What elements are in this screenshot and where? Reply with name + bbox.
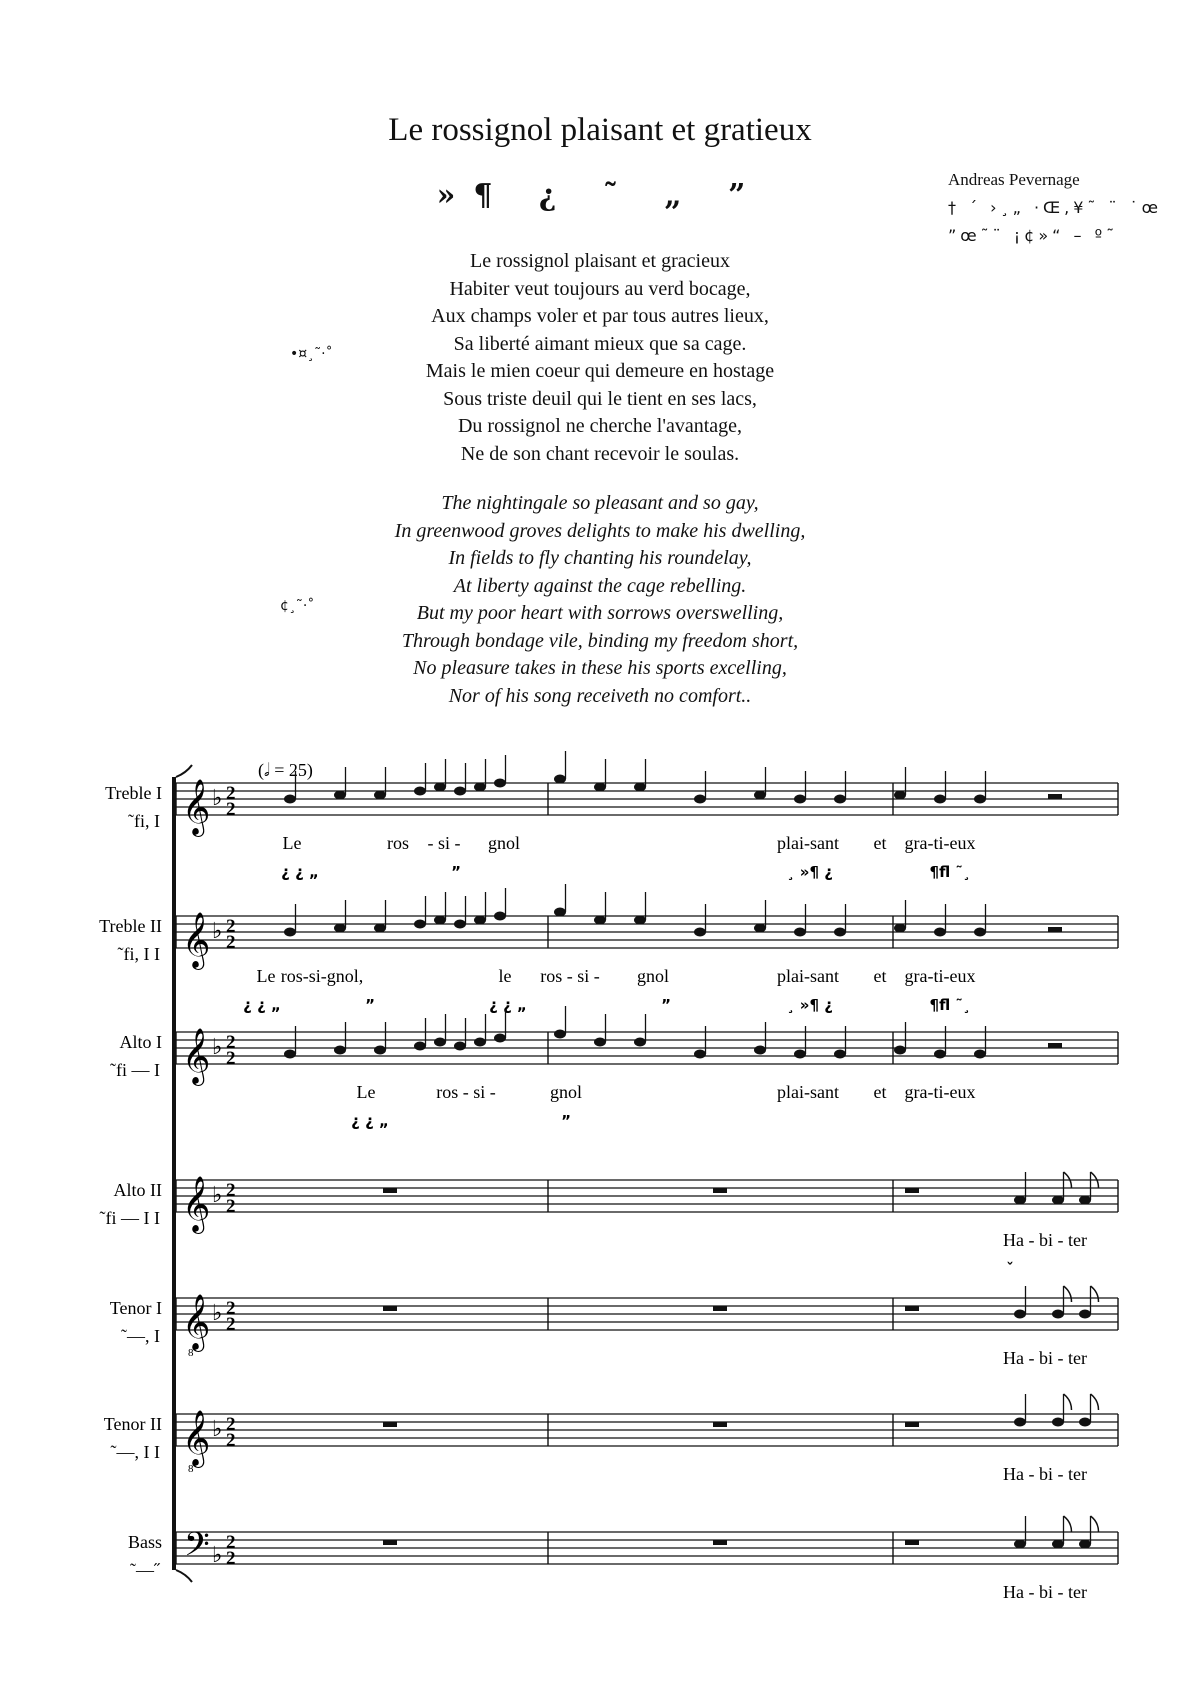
side-mark-fr: •¤¸˜·˚ [290,346,333,362]
bass-clef-icon: 𝄢 [184,1526,210,1572]
note-head [834,1050,846,1059]
poem-line: Du rossignol ne cherche l'avantage, [457,415,743,437]
staff-subname: ˜—˝ [130,1560,160,1580]
time-signature-top: 2 [226,1180,236,1201]
note-head [414,920,426,929]
lyric-glyph: ¿ ¿ „ [489,996,527,1014]
flat-icon: ♭ [212,1183,223,1208]
poem-line: But my poor heart with sorrows overswelling, [416,602,784,624]
note-head [284,795,296,804]
lyric-syllable: Ha - bi - ter [1003,1464,1087,1484]
side-mark-en: ¢¸˜·˚ [280,598,315,614]
note-head [434,783,446,792]
note-head [1079,1540,1091,1549]
whole-rest [383,1422,397,1427]
whole-rest [383,1540,397,1545]
lyric-syllable: Ha - bi - ter [1003,1582,1087,1602]
treble-clef-icon: 𝄞 [182,912,211,968]
lyric-syllable: - si - [427,833,461,853]
note-head [1014,1418,1026,1427]
poem-line: Aux champs voler et par tous autres lieux, [431,305,769,327]
lyric-glyph: ” [561,1112,571,1130]
lyric-syllable: gnol [636,966,670,986]
treble-clef-icon: 𝄞 [182,1176,211,1232]
staff-name: Treble II [99,916,162,936]
note-flag [1091,1516,1099,1532]
composer-name: Andreas Pevernage [948,170,1080,189]
poem-line: The nightingale so pleasant and so gay, [441,492,759,514]
note-head [594,783,606,792]
lyric-syllable: gra-ti-eux [904,1082,976,1102]
poem-line: In fields to fly chanting his roundelay, [448,547,752,569]
note-head [374,924,386,933]
half-rest [1048,794,1062,799]
note-head [1014,1310,1026,1319]
note-head [794,1050,806,1059]
note-head [694,795,706,804]
whole-rest [713,1188,727,1193]
note-head [934,928,946,937]
whole-rest [905,1306,919,1311]
lyric-syllable: et [873,1082,887,1102]
lyric-syllable: Le [256,966,276,986]
treble-clef-icon: 𝄞 [182,1294,211,1350]
note-head [934,795,946,804]
time-signature-bottom: 2 [226,1196,236,1217]
time-signature-top: 2 [226,1532,236,1553]
note-head [894,1046,906,1055]
lyric-syllable: gnol [549,1082,583,1102]
note-head [974,1050,986,1059]
flat-icon: ♭ [212,786,223,811]
time-signature-top: 2 [226,1032,236,1053]
half-rest [1048,1043,1062,1048]
note-flag [1064,1394,1072,1410]
flat-icon: ♭ [212,1035,223,1060]
note-head [1052,1310,1064,1319]
note-head [1079,1418,1091,1427]
staff-name: Bass [127,1532,162,1552]
poem-line: Ne de son chant recevoir le soulas. [460,442,740,465]
tempo-marking: (𝅗𝅥 = 25) [258,760,313,780]
note-head [974,928,986,937]
lyric-syllable: ros - si - [436,1082,496,1102]
staff-subname: ˜—, I I [110,1442,160,1462]
note-head [454,787,466,796]
note-head [474,1038,486,1047]
poem-line: At liberty against the cage rebelling. [453,574,747,597]
poem-line: Sa liberté aimant mieux que sa cage. [453,332,747,355]
note-head [284,1050,296,1059]
note-head [284,928,296,937]
lyric-syllable: gra-ti-eux [904,966,976,986]
note-head [694,1050,706,1059]
note-head [894,791,906,800]
half-rest [1048,927,1062,932]
page-subtitle: »¶ ¿ ˜ „ ” [436,178,764,213]
lyric-glyph: ” [365,996,375,1014]
note-head [494,912,506,921]
poem-line: Le rossignol plaisant et gracieux [470,250,730,272]
note-head [434,916,446,925]
note-head [594,916,606,925]
note-head [694,928,706,937]
note-head [414,1042,426,1051]
lyric-glyph: ” [661,996,671,1014]
flat-icon: ♭ [212,1301,223,1326]
lyric-glyph: ¿ ¿ „ [243,996,281,1014]
poem-line: In greenwood groves delights to make his dwelling, [394,519,806,542]
lyric-syllable: ros-si-gnol, [280,966,364,986]
note-head [454,1042,466,1051]
note-head [474,916,486,925]
staff-name: Alto II [113,1180,162,1200]
note-head [754,924,766,933]
note-head [894,924,906,933]
time-signature-top: 2 [226,1298,236,1319]
note-head [554,1030,566,1039]
time-signature-bottom: 2 [226,1548,236,1569]
note-head [754,1046,766,1055]
lyric-syllable: plai-sant [777,1082,839,1102]
lyric-glyph: ¿ ¿ „ [281,863,319,881]
note-head [434,1038,446,1047]
time-signature-bottom: 2 [226,1430,236,1451]
note-head [334,924,346,933]
note-head [634,1038,646,1047]
flat-icon: ♭ [212,1543,223,1568]
bracket-hook-top [176,765,192,777]
staff-name: Alto I [119,1032,162,1052]
poem-line: No pleasure takes in these his sports excelling, [413,657,787,679]
lyric-syllable: ros - si - [540,966,600,986]
octave-eight: 8 [188,1347,194,1359]
note-head [374,1046,386,1055]
octave-eight: 8 [188,1463,194,1475]
lyric-syllable: Le [282,833,302,853]
flat-icon: ♭ [212,1417,223,1442]
lyric-glyph: ¸ »¶ ¿ [787,863,833,881]
note-head [794,928,806,937]
staff-name: Tenor II [103,1414,162,1434]
time-signature-bottom: 2 [226,932,236,953]
time-signature-top: 2 [226,916,236,937]
note-head [1052,1196,1064,1205]
note-head [794,795,806,804]
whole-rest [905,1422,919,1427]
note-head [334,791,346,800]
note-flag [1091,1394,1099,1410]
note-head [634,783,646,792]
lyric-syllable: et [873,966,887,986]
staff-subname: ˜fi — I I [99,1208,160,1228]
treble-clef-icon: 𝄞 [182,1410,211,1466]
whole-rest [905,1188,919,1193]
note-head [1052,1540,1064,1549]
whole-rest [713,1306,727,1311]
poem-line: Sous triste deuil qui le tient en ses lacs, [443,387,757,410]
note-head [1079,1310,1091,1319]
poem-line: Habiter veut toujours au verd bocage, [449,277,751,300]
staff-subname: ˜fi — I [110,1060,160,1080]
staff-name: Tenor I [109,1298,162,1318]
lyric-syllable: Ha - bi - ter [1003,1348,1087,1368]
lyric-syllable: et [873,833,887,853]
flat-icon: ♭ [212,919,223,944]
whole-rest [383,1188,397,1193]
lyric-syllable: Le [356,1082,376,1102]
note-head [594,1038,606,1047]
poem-line: Through bondage vile, binding my freedom short, [401,629,799,652]
composer-line-2: ”œ˜¨ ¡¢»“ – º˜ [948,226,1119,245]
note-head [474,783,486,792]
time-signature-top: 2 [226,783,236,804]
poem-line: Nor of his song receiveth no comfort.. [448,684,752,707]
whole-rest [713,1422,727,1427]
note-head [754,791,766,800]
note-head [334,1046,346,1055]
note-head [934,1050,946,1059]
lyric-syllable: gnol [487,833,521,853]
page-title: Le rossignol plaisant et gratieux [388,112,812,148]
lyric-glyph: ˇ [1006,1260,1014,1278]
lyric-syllable: gra-ti-eux [904,833,976,853]
lyric-syllable: plai-sant [777,833,839,853]
system-bracket [172,777,176,1570]
composer-line-1: † ´ ›¸„ ·Œ,¥˜ ¨ ˙œ [948,198,1162,217]
lyric-syllable: ros [387,833,409,853]
lyric-syllable: plai-sant [777,966,839,986]
note-flag [1091,1286,1099,1302]
lyric-syllable: le [498,966,512,986]
note-flag [1064,1516,1072,1532]
lyric-glyph: ¿ ¿ „ [351,1112,389,1130]
note-head [554,775,566,784]
staff-subname: ˜fi, I I [117,944,160,964]
note-head [414,787,426,796]
note-head [554,908,566,917]
note-head [634,916,646,925]
note-head [1052,1418,1064,1427]
note-head [834,795,846,804]
lyric-glyph: ” [451,863,461,881]
note-flag [1064,1286,1072,1302]
lyric-glyph: ¶fl ˜¸ [929,996,971,1014]
treble-clef-icon: 𝄞 [182,1028,211,1084]
note-head [1079,1196,1091,1205]
staff-subname: ˜fi, I [128,811,160,831]
staff-name: Treble I [105,783,162,803]
note-head [974,795,986,804]
note-head [374,791,386,800]
note-head [494,1034,506,1043]
note-head [1014,1196,1026,1205]
time-signature-bottom: 2 [226,1314,236,1335]
lyric-glyph: ¸ »¶ ¿ [787,996,833,1014]
note-head [1014,1540,1026,1549]
whole-rest [713,1540,727,1545]
staff-subname: ˜—, I [121,1326,160,1346]
whole-rest [383,1306,397,1311]
note-head [494,779,506,788]
time-signature-bottom: 2 [226,1048,236,1069]
poem-line: Mais le mien coeur qui demeure en hostage [425,360,775,382]
lyric-syllable: Ha - bi - ter [1003,1230,1087,1250]
lyric-glyph: ¶fl ˜¸ [929,863,971,881]
time-signature-bottom: 2 [226,799,236,820]
whole-rest [905,1540,919,1545]
note-head [454,920,466,929]
time-signature-top: 2 [226,1414,236,1435]
note-head [834,928,846,937]
treble-clef-icon: 𝄞 [182,779,211,835]
